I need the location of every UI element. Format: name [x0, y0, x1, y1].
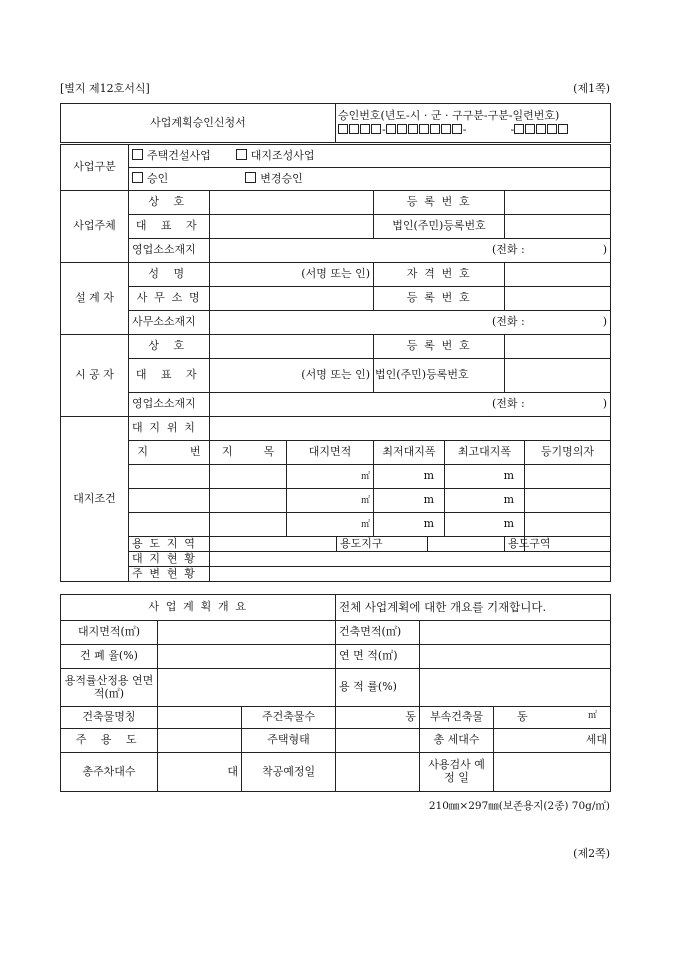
max-width-cell[interactable]: m: [445, 489, 525, 513]
builder-sign: (서명 또는 인): [301, 368, 370, 382]
area-cell[interactable]: ㎡: [287, 489, 374, 513]
builder-address-value[interactable]: (전화 : ): [210, 393, 611, 417]
form-id: [별지 제12호서식]: [60, 82, 150, 95]
land-label: 대지조건: [61, 417, 129, 582]
land-row: [61, 465, 611, 489]
digit-box[interactable]: [408, 124, 418, 134]
lot-cell[interactable]: [129, 489, 210, 513]
builder-reg-no-label: 등 록 번 호: [374, 335, 505, 359]
housing-checkbox[interactable]: [132, 149, 143, 160]
approval-number-label: 승인번호(년도-시 · 군 · 구구분-구분-일련번호): [338, 108, 560, 122]
main-count-value[interactable]: 동: [336, 707, 420, 729]
operator-address-value[interactable]: (전화 : ): [210, 239, 611, 263]
land-checkbox[interactable]: [236, 149, 247, 160]
start-date-value[interactable]: [336, 753, 420, 792]
building-area-value[interactable]: [420, 621, 611, 645]
col-max-width: 최고대지폭: [445, 441, 525, 465]
land-location-value[interactable]: [210, 417, 611, 441]
builder-representative-label: 대 표 자: [129, 359, 210, 393]
area-cell[interactable]: ㎡: [287, 513, 374, 537]
page-number: (제1쪽): [573, 82, 610, 95]
operator-label: 사업주체: [61, 191, 129, 263]
digit-box[interactable]: [547, 124, 557, 134]
lot-cell[interactable]: [129, 513, 210, 537]
floor-area-value[interactable]: [420, 645, 611, 669]
separator: -: [382, 122, 386, 136]
zone-label: 용 도 지 역: [129, 537, 210, 552]
land-location-label: 대 지 위 치: [129, 417, 210, 441]
zone-area-label: 용도구역: [505, 537, 525, 552]
inspection-date-value[interactable]: [494, 753, 611, 792]
district-label: 용도지구: [337, 537, 428, 552]
main-use-label: 주 용 도: [61, 729, 158, 753]
digit-box[interactable]: [419, 124, 429, 134]
designer-label: 설 계 자: [61, 263, 129, 335]
designer-reg-no-value[interactable]: [505, 287, 611, 311]
designer-sign: (서명 또는 인): [301, 267, 370, 281]
max-width-cell[interactable]: m: [445, 465, 525, 489]
min-width-cell[interactable]: m: [374, 513, 445, 537]
lot-cell[interactable]: [129, 465, 210, 489]
max-width-cell[interactable]: m: [445, 513, 525, 537]
header-table: [60, 103, 611, 143]
approval-option: 승인: [147, 172, 169, 186]
category-cell[interactable]: [210, 489, 287, 513]
coverage-value[interactable]: [158, 645, 336, 669]
col-min-width: 최저대지폭: [374, 441, 445, 465]
far-value[interactable]: [420, 669, 611, 707]
builder-reg-no-value[interactable]: [505, 335, 611, 359]
digit-box[interactable]: [349, 124, 359, 134]
business-type-label: 사업구분: [61, 145, 129, 191]
digit-box[interactable]: [371, 124, 381, 134]
land-row: [61, 489, 611, 513]
change-checkbox[interactable]: [245, 172, 256, 183]
land-row: [61, 513, 611, 537]
far-label: 용 적 률(%): [336, 669, 420, 707]
digit-box[interactable]: [536, 124, 546, 134]
approval-number-cell: [336, 104, 611, 143]
district-value[interactable]: [428, 537, 505, 552]
area-cell[interactable]: ㎡: [287, 465, 374, 489]
floor-area-label: 연 면 적(㎡): [336, 645, 420, 669]
col-land-category: 지 목: [210, 441, 287, 465]
designer-license-value[interactable]: [505, 263, 611, 287]
land-area-label: 대지면적(㎡): [61, 621, 158, 645]
designer-office-value[interactable]: [210, 287, 374, 311]
paper-spec: 210㎜×297㎜(보존용지(2종) 70g/㎡): [428, 800, 610, 812]
category-cell[interactable]: [210, 513, 287, 537]
land-option: 대지조성사업: [250, 149, 315, 163]
builder-trade-name-value[interactable]: [210, 335, 374, 359]
operator-reg-no-label: 등 록 번 호: [374, 191, 505, 215]
operator-trade-name-value[interactable]: [210, 191, 374, 215]
site-status-value[interactable]: [210, 552, 611, 567]
digit-box[interactable]: [430, 124, 440, 134]
building-area-label: 건축면적(㎡): [336, 621, 420, 645]
site-status-label: 대 지 현 황: [129, 552, 210, 567]
digit-box[interactable]: [558, 124, 568, 134]
operator-trade-name-label: 상 호: [129, 191, 210, 215]
building-name-value[interactable]: [158, 707, 242, 729]
digit-box[interactable]: [386, 124, 396, 134]
housing-type-value[interactable]: [336, 729, 420, 753]
col-land-area: 대지면적: [287, 441, 374, 465]
operator-corp-reg-label: 법인(주민)등록번호: [374, 215, 505, 239]
operator-reg-no-value[interactable]: [505, 191, 611, 215]
land-area-value[interactable]: [158, 621, 336, 645]
digit-box[interactable]: [514, 124, 524, 134]
builder-representative-value[interactable]: [210, 359, 374, 393]
builder-address-label: 영업소소재지: [129, 393, 210, 417]
owner-cell[interactable]: [525, 513, 611, 537]
main-use-value[interactable]: [158, 729, 242, 753]
surroundings-value[interactable]: [210, 567, 611, 582]
designer-license-label: 자 격 번 호: [374, 263, 505, 287]
coverage-label: 건 폐 율(%): [61, 645, 158, 669]
parking-value[interactable]: 대: [158, 753, 242, 792]
col-owner: 등기명의자: [525, 441, 611, 465]
min-width-cell[interactable]: m: [374, 465, 445, 489]
far-area-value[interactable]: [158, 669, 336, 707]
designer-name-value[interactable]: [210, 263, 374, 287]
approval-checkbox[interactable]: [132, 172, 143, 183]
phone-label: (전화 :: [491, 243, 525, 257]
surroundings-label: 주 변 현 황: [129, 567, 210, 582]
approval-number-boxes: [338, 124, 607, 137]
households-value[interactable]: 세대: [494, 729, 611, 753]
summary-note: 전체 사업계획에 대한 개요를 기재합니다.: [336, 595, 611, 621]
separator: -: [462, 122, 467, 136]
main-count-label: 주건축물수: [242, 707, 336, 729]
start-date-label: 착공예정일: [242, 753, 336, 792]
digit-box[interactable]: [452, 124, 462, 134]
annex-label: 부속건축물: [420, 707, 494, 729]
operator-corp-reg-value[interactable]: [505, 215, 611, 239]
operator-representative-label: 대 표 자: [129, 215, 210, 239]
parking-label: 총주차대수: [61, 753, 158, 792]
owner-cell[interactable]: [525, 465, 611, 489]
summary-table: [60, 594, 611, 792]
digit-box[interactable]: [397, 124, 407, 134]
form-title: 사업계획승인신청서: [61, 104, 336, 143]
inspection-date-label: 사용검사 예 정 일: [420, 753, 494, 792]
housing-option: 주택건설사업: [147, 149, 211, 163]
housing-type-label: 주택형태: [242, 729, 336, 753]
households-label: 총 세대수: [420, 729, 494, 753]
annex-value[interactable]: 동 ㎡: [494, 707, 611, 729]
building-name-label: 건축물명칭: [61, 707, 158, 729]
zone-value[interactable]: [210, 537, 337, 552]
designer-reg-no-label: 등 록 번 호: [374, 287, 505, 311]
operator-representative-value[interactable]: [210, 215, 374, 239]
designer-office-label: 사 무 소 명: [129, 287, 210, 311]
change-option: 변경승인: [260, 172, 303, 186]
builder-trade-name-label: 상 호: [129, 335, 210, 359]
far-area-label: 용적률산정용 연면적(㎡): [61, 669, 158, 707]
digit-box[interactable]: [338, 124, 348, 134]
designer-address-value[interactable]: (전화 : ): [210, 311, 611, 335]
designer-address-label: 사무소소재지: [129, 311, 210, 335]
main-table: [60, 144, 611, 582]
digit-box[interactable]: [360, 124, 370, 134]
builder-corp-reg-value[interactable]: [505, 359, 611, 393]
digit-box[interactable]: [525, 124, 535, 134]
summary-label: 사 업 계 획 개 요: [61, 595, 336, 621]
builder-corp-reg-label: 법인(주민)등록번호: [374, 359, 505, 393]
category-cell[interactable]: [210, 465, 287, 489]
min-width-cell[interactable]: m: [374, 489, 445, 513]
page-number-2: (제2쪽): [573, 847, 610, 860]
builder-label: 시 공 자: [61, 335, 129, 417]
owner-cell[interactable]: [525, 489, 611, 513]
digit-box[interactable]: [441, 124, 451, 134]
separator: -: [510, 122, 515, 136]
designer-name-label: 성 명: [129, 263, 210, 287]
col-lot-number: 지 번: [129, 441, 210, 465]
operator-address-label: 영업소소재지: [129, 239, 210, 263]
